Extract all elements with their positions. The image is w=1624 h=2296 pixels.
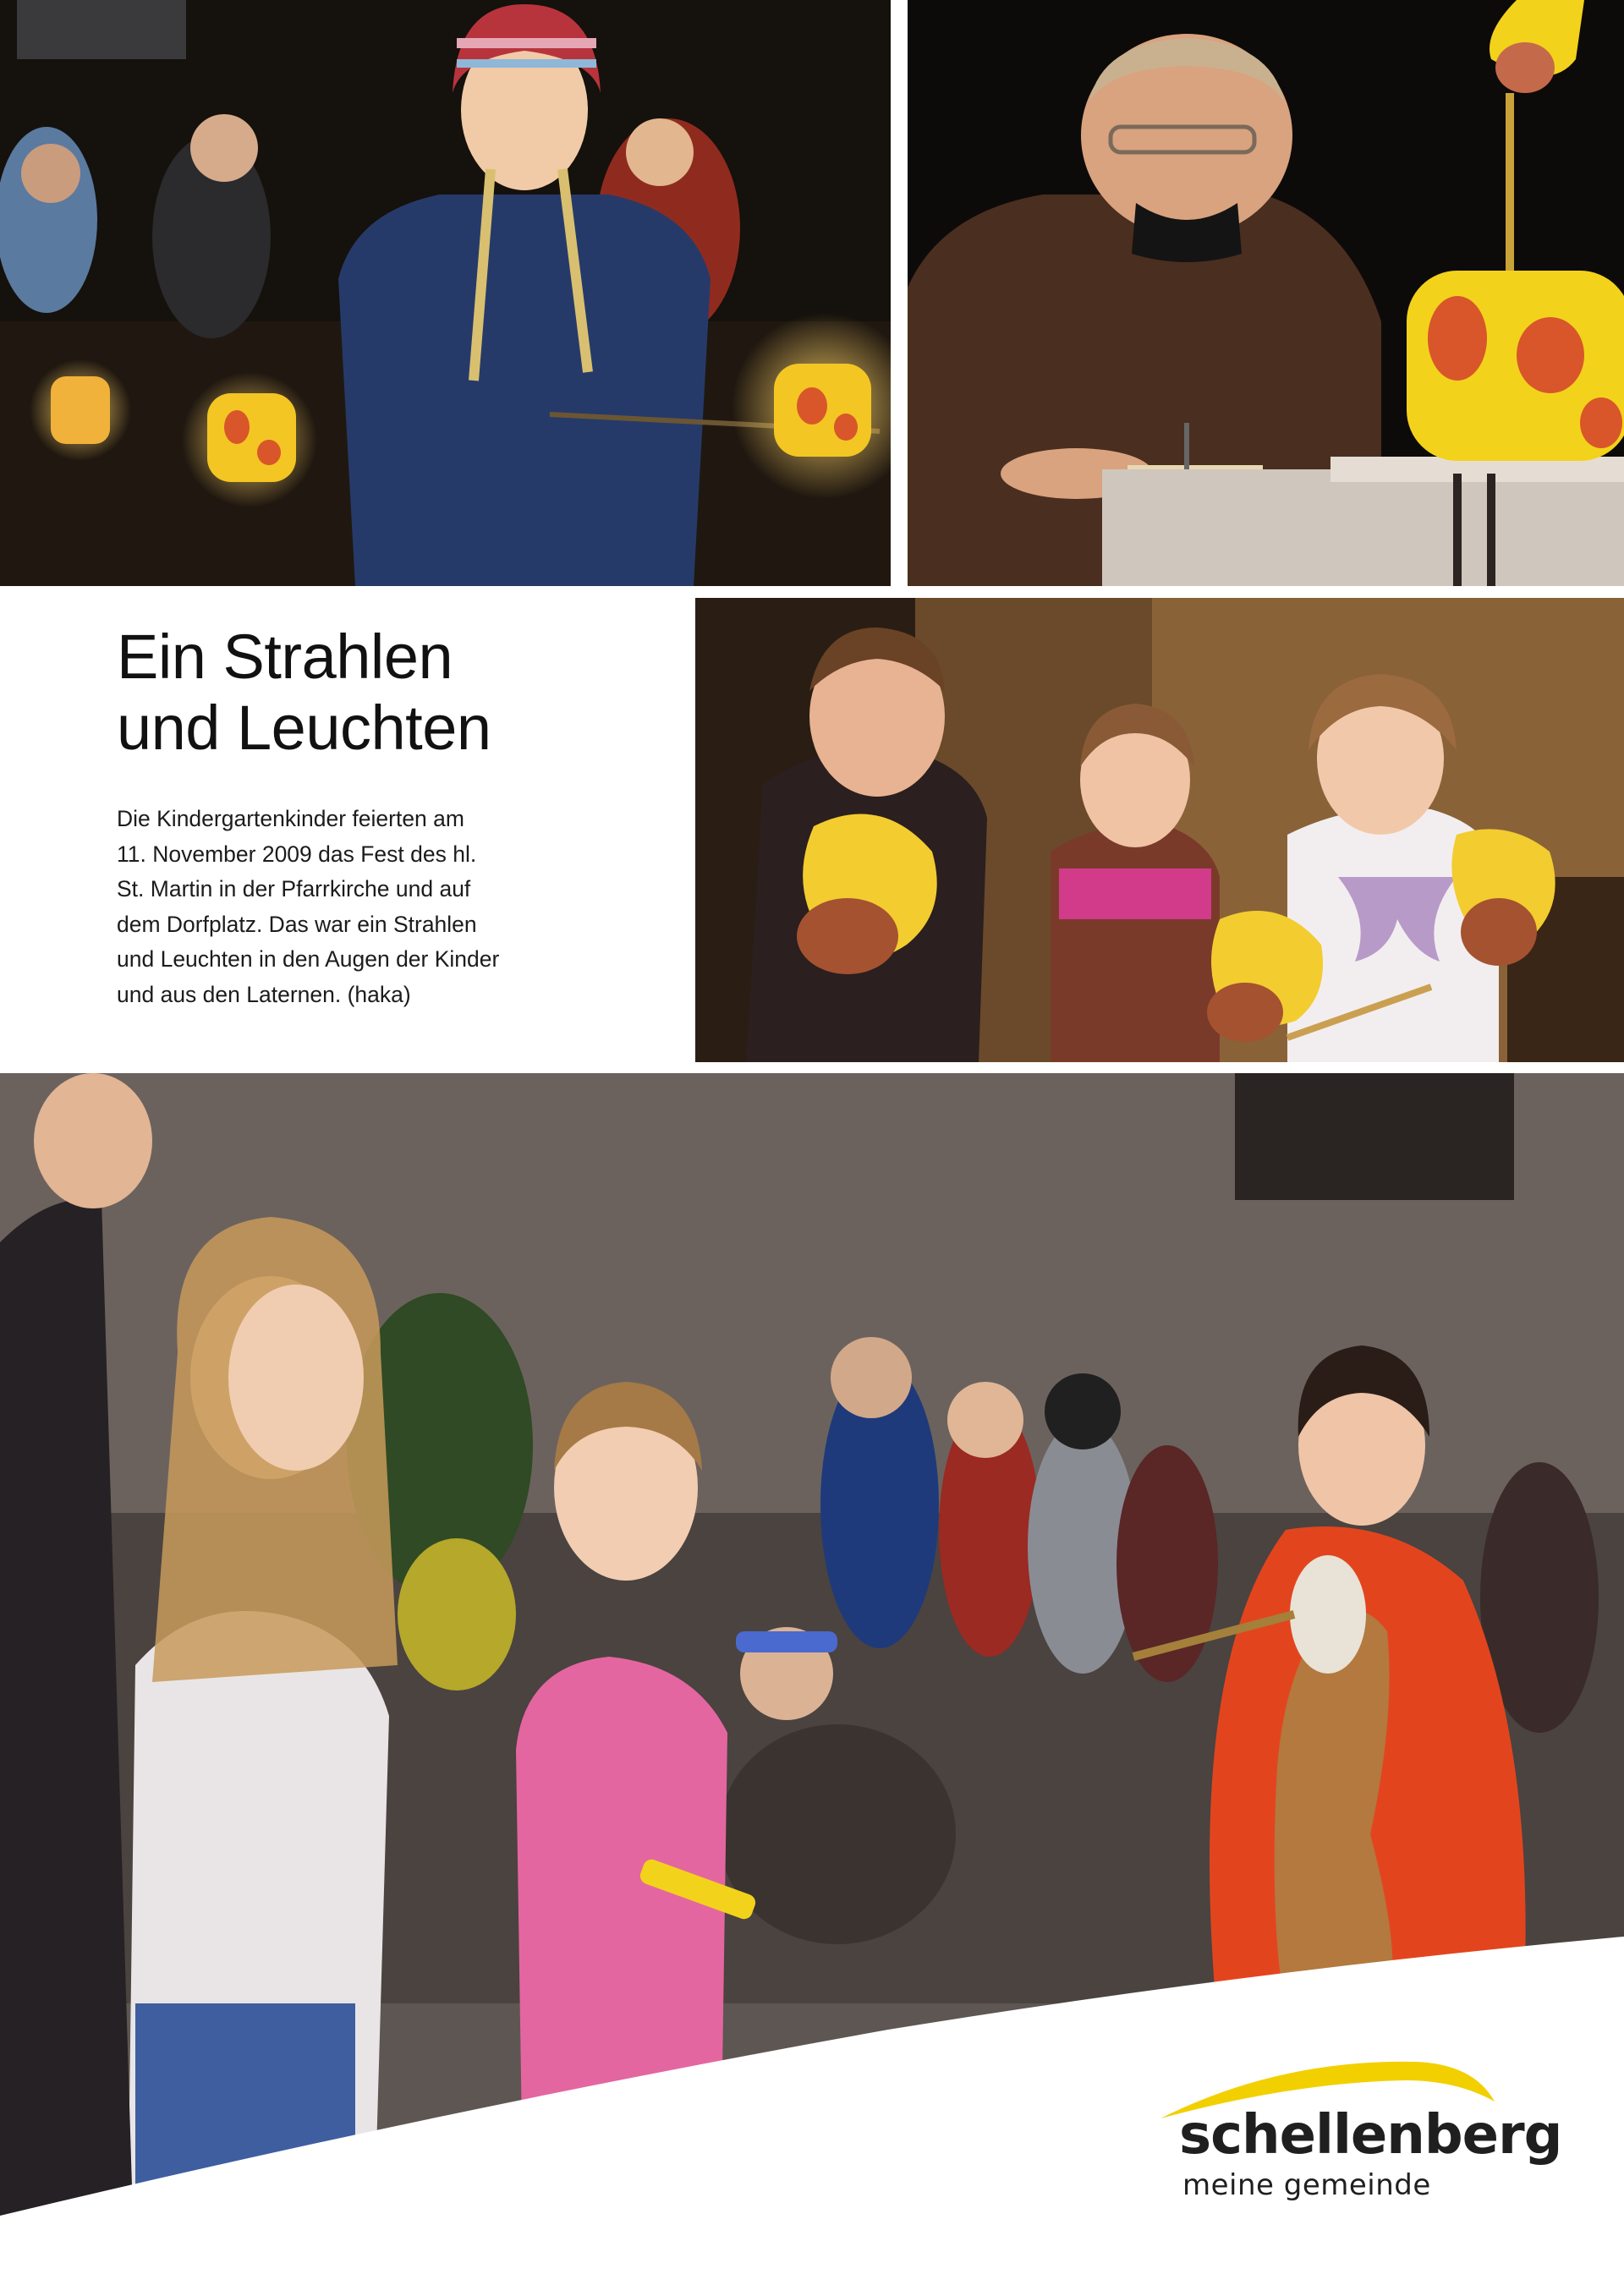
- schellenberg-logo: [1150, 2055, 1562, 2216]
- photo-girl-with-lantern: [0, 0, 891, 586]
- article-body-line: St. Martin in der Pfarrkirche und auf: [117, 876, 471, 901]
- article-body-line: und Leuchten in den Augen der Kinder: [117, 946, 500, 972]
- article-body: [117, 802, 658, 1012]
- article-title-line: Ein Strahlen: [117, 622, 453, 692]
- article-body-line: und aus den Laternen. (haka): [117, 981, 411, 1007]
- article-title: [117, 622, 658, 763]
- logo-tagline: meine gemeinde: [1182, 2168, 1431, 2202]
- article-body-line: dem Dorfplatz. Das war ein Strahlen: [117, 911, 477, 937]
- photo-priest-at-lectern: [908, 0, 1624, 586]
- photo-children-with-hobby-horses: [695, 598, 1624, 1062]
- article-title-line: und Leuchten: [117, 692, 491, 763]
- article-body-line: Die Kindergartenkinder feierten am: [117, 806, 464, 831]
- logo-name: schellenberg: [1179, 2104, 1562, 2167]
- article-body-line: 11. November 2009 das Fest des hl.: [117, 841, 477, 867]
